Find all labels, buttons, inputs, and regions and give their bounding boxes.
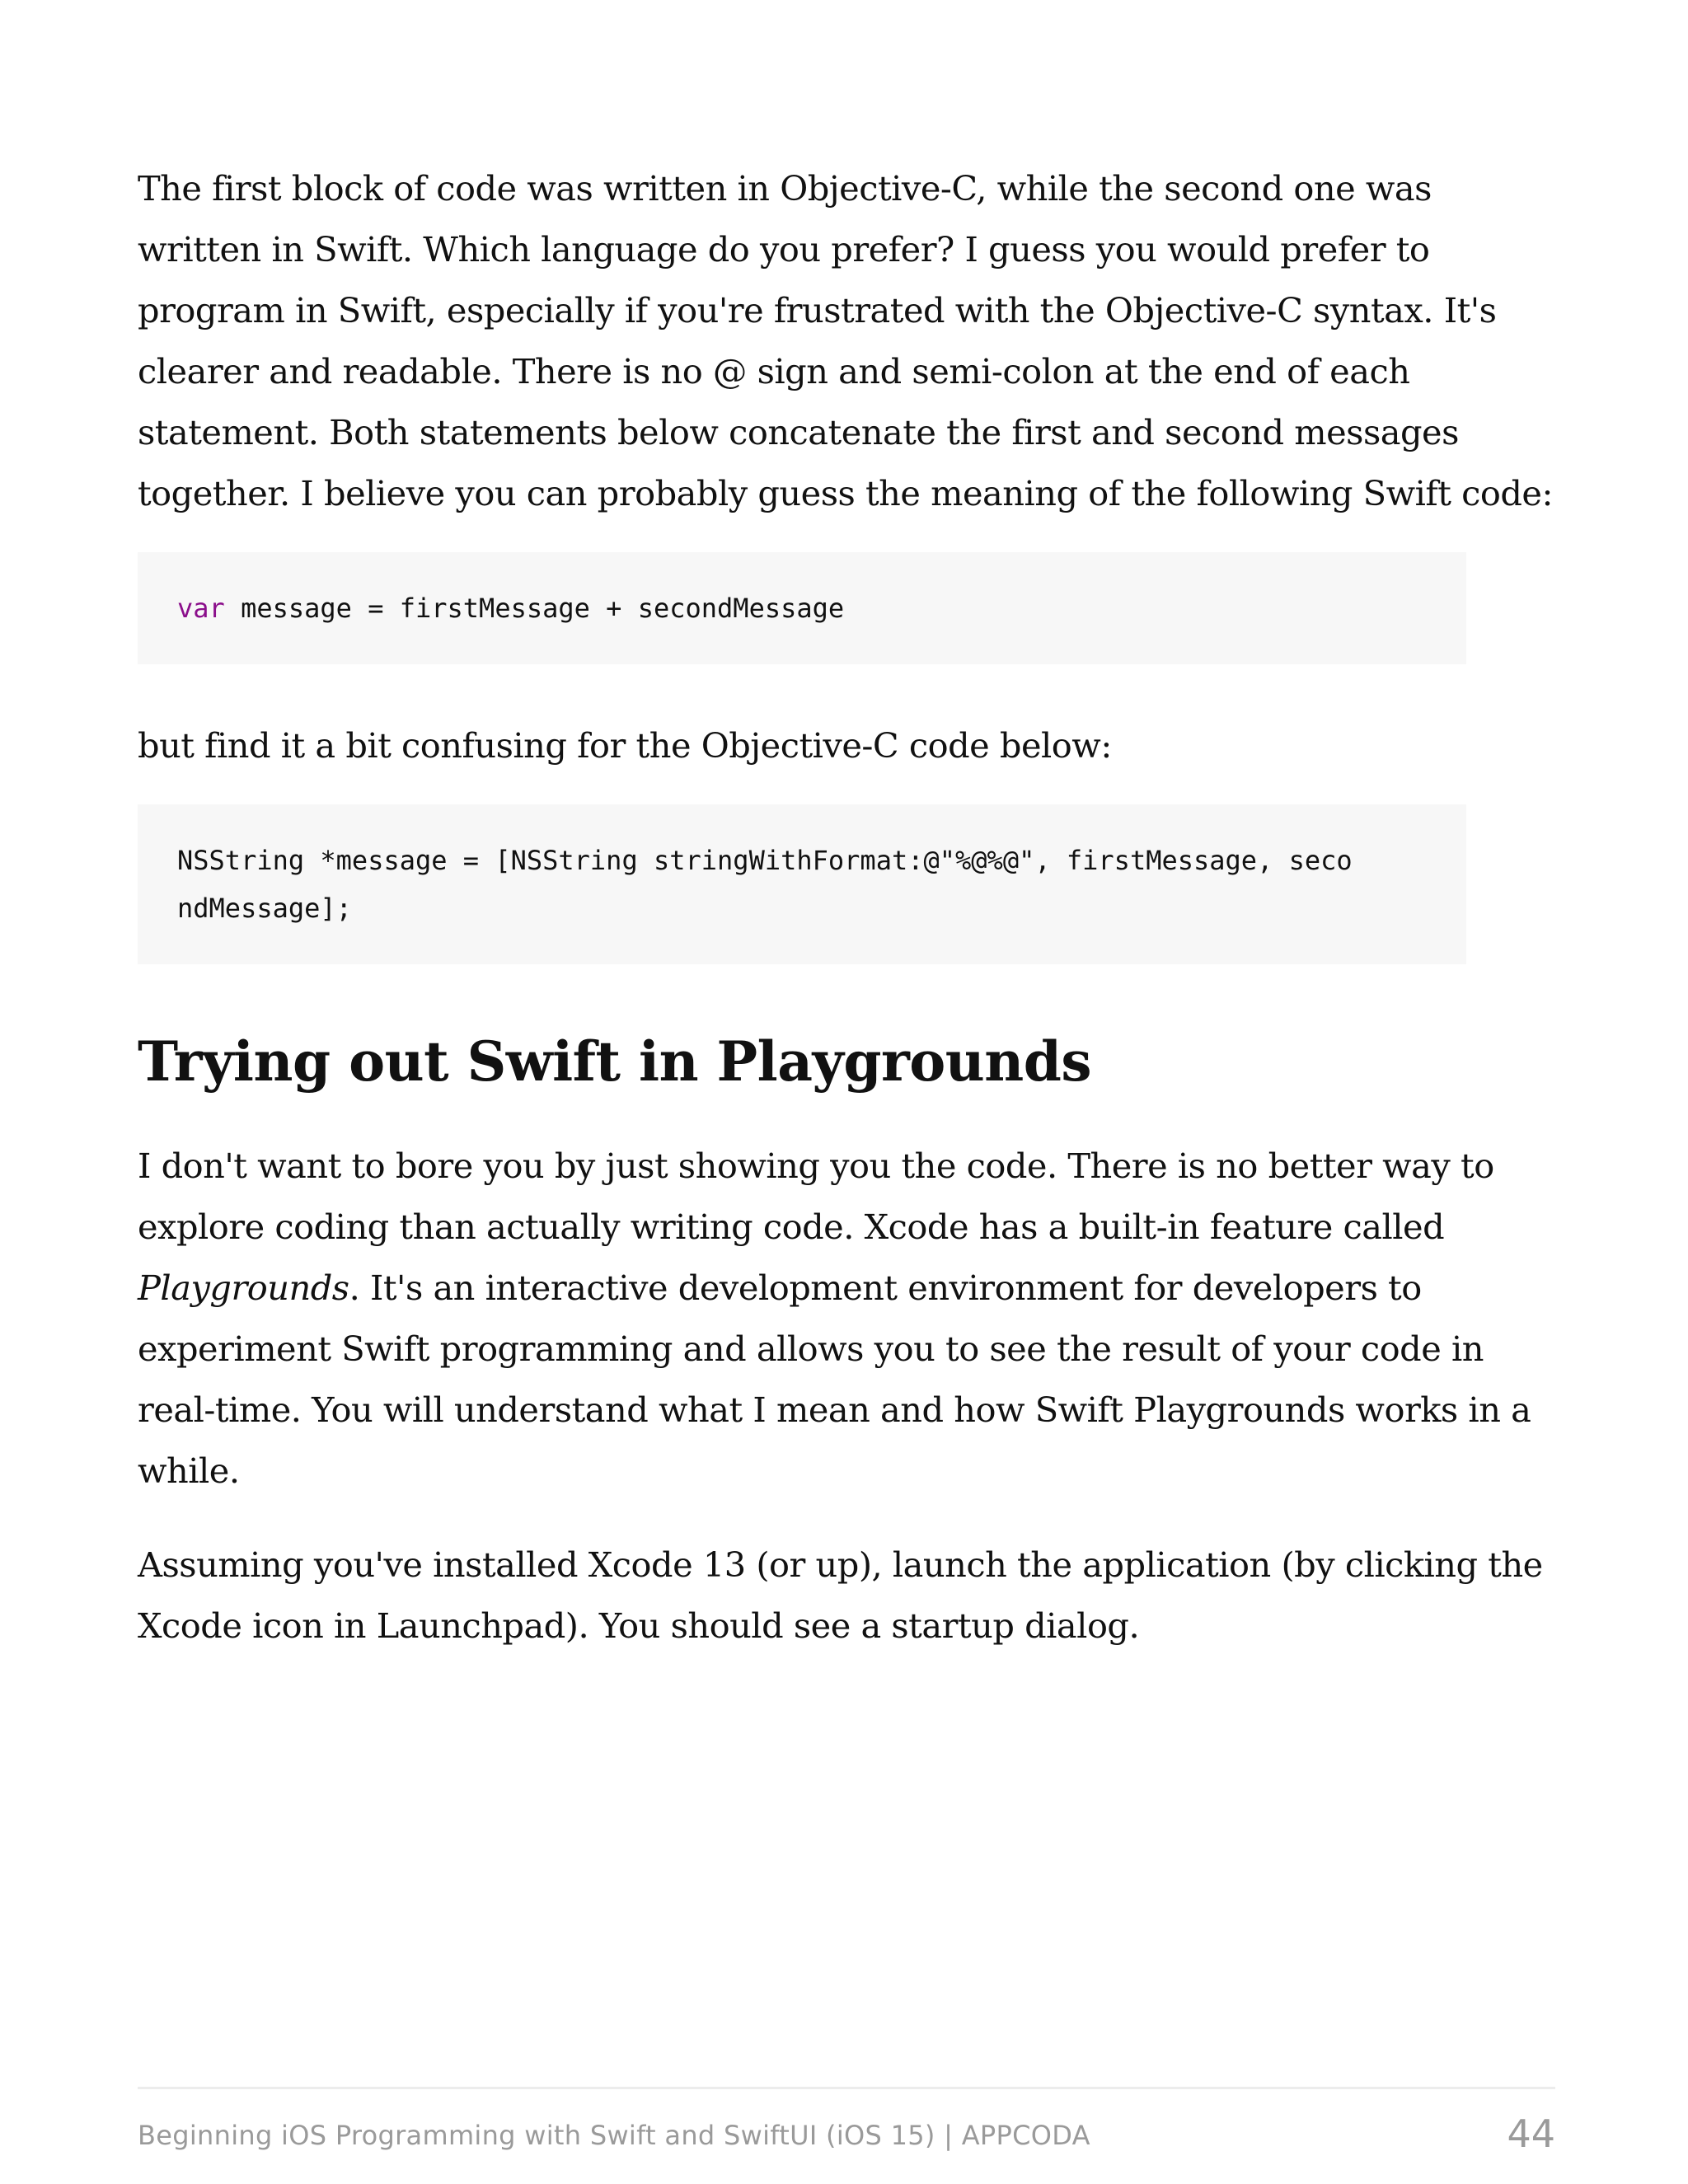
section-heading: Trying out Swift in Playgrounds <box>138 1029 1092 1094</box>
text-line: The first block of code was written in Objective-C, while the second one was <box>138 168 1432 209</box>
text-line: together. I believe you can probably guess the meaning of the following Swift code: <box>138 473 1553 513</box>
text-line: clearer and readable. There is no @ sign and semi-colon at the end of each <box>138 351 1410 391</box>
text-line: Assuming you've installed Xcode 13 (or up), launch the application (by clicking the <box>138 1544 1543 1585</box>
paragraph-launch-xcode <box>138 1535 1555 1657</box>
text-line: while. <box>138 1451 240 1491</box>
text-line: real-time. You will understand what I mean and how Swift Playgrounds works in a <box>138 1390 1531 1430</box>
page-content <box>138 158 1555 1657</box>
footer-divider <box>138 2087 1555 2089</box>
text-line: experiment Swift programming and allows you to see the result of your code in <box>138 1329 1484 1369</box>
text-line: explore coding than actually writing code. Xcode has a built-in feature called <box>138 1207 1445 1247</box>
paragraph-objc-confusing: but find it a bit confusing for the Objective-C code below: <box>138 725 1112 766</box>
code-block-swift <box>138 552 1466 664</box>
footer-book-title: Beginning iOS Programming with Swift and SwiftUI (iOS 15) | APPCODA <box>138 2120 1090 2151</box>
code-block-objc <box>138 804 1466 964</box>
code-keyword: var <box>177 593 225 624</box>
text-line: I don't want to bore you by just showing you the code. There is no better way to <box>138 1146 1494 1186</box>
text-line: written in Swift. Which language do you prefer? I guess you would prefer to <box>138 229 1430 269</box>
code-line: ndMessage]; <box>177 893 352 924</box>
text-line: statement. Both statements below concatenate the first and second messages <box>138 412 1459 452</box>
text-line: . It's an interactive development environment for developers to <box>349 1268 1422 1308</box>
emphasis-playgrounds: Playgrounds <box>138 1268 349 1308</box>
text-line: Xcode icon in Launchpad). You should see a startup dialog. <box>138 1605 1140 1646</box>
paragraph-objc-vs-swift <box>138 158 1555 524</box>
code-text: message = firstMessage + secondMessage <box>224 593 845 624</box>
page-number: 44 <box>1507 2111 1555 2156</box>
text-line: program in Swift, especially if you're frustrated with the Objective-C syntax. It's <box>138 290 1497 330</box>
code-line: NSString *message = [NSString stringWithFormat:@"%@%@", firstMessage, seco <box>177 845 1353 876</box>
paragraph-playgrounds-intro <box>138 1136 1555 1502</box>
